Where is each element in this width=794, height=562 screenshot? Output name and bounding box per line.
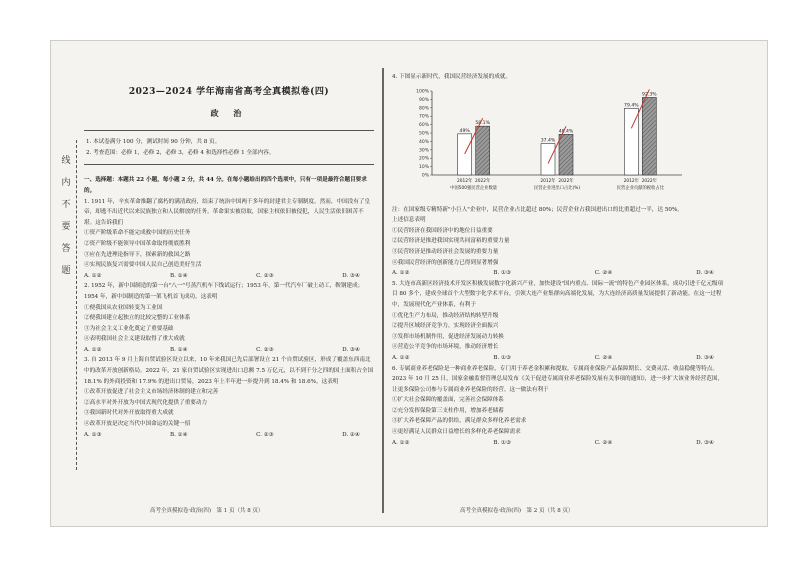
question-item: ③应在先进理论指导下，探索新的救国之路 <box>84 251 191 258</box>
option: A. ①② <box>84 272 102 279</box>
binding-line <box>76 140 77 470</box>
question-item: ②便我国建立起独立的比较完整的工业体系 <box>84 315 191 322</box>
option: D. ③④ <box>696 354 714 361</box>
y-tick-label: 30% <box>418 147 429 153</box>
y-tick-label: 80% <box>418 105 429 111</box>
bar <box>559 134 573 175</box>
question-item: ④更好满足人民群众日益增长的多样化养老保障需求 <box>392 429 521 436</box>
bar <box>541 143 555 174</box>
answer-options <box>392 353 728 364</box>
option: D. ②④ <box>342 431 360 438</box>
binding-gutter <box>60 150 72 282</box>
data-label: 37.4% <box>540 138 556 144</box>
option: B. ①④ <box>170 431 188 438</box>
option: C. ②④ <box>594 270 613 277</box>
category-label: 2012年 <box>457 178 473 184</box>
option: A. ①② <box>84 346 102 353</box>
y-tick-label: 0% <box>421 173 429 179</box>
category-label: 2022年 <box>641 178 657 184</box>
option: B. ①④ <box>170 346 188 353</box>
option: A. ①② <box>392 270 410 277</box>
question-stem: 4. 下图显示新时代，我国民营经济发展的成就。 <box>392 74 511 80</box>
notice-line: 1. 本试卷满分 100 分，测试时间 90 分钟，共 8 页。 <box>86 139 221 146</box>
option: B. ①③ <box>493 439 512 446</box>
data-label: 58.1% <box>475 120 490 126</box>
data-label: 92.3% <box>642 92 657 98</box>
data-label: 48.4% <box>558 128 574 134</box>
group-label: 民营企业贡献的税收占比 <box>616 185 664 191</box>
group-label: 中国500强民营企业数量 <box>450 185 498 191</box>
gutter-char: 题 <box>61 266 71 276</box>
data-label: 79.4% <box>624 102 639 108</box>
question-stem: 3. 自 2013 年 9 月上海自贸试验区设立以来，10 年来我国已先后部署设立 21 个自贸试验区，形成了覆盖东西南北中的改革开放创新格局。2022 年，21 家自贸试验区实现进出口总额 7.5 万亿元，以不到千分之四的国土面积占全国 18.1% 的外商投资和 17.9% 的进出口贸易，2023 年上半年进一步提升到 18.4% 和 18.6%。这表明 <box>84 357 374 385</box>
question-item: ①扩大社会保障的覆盖面，完善社会保障体系 <box>392 397 504 404</box>
option: D. ③④ <box>342 346 360 353</box>
answer-options <box>84 271 374 282</box>
left-page <box>84 84 374 440</box>
gutter-char: 答 <box>61 244 71 254</box>
page-divider <box>382 68 384 513</box>
category-label: 2022年 <box>558 178 574 184</box>
bar <box>458 133 472 174</box>
y-tick-label: 50% <box>418 131 429 137</box>
question-item: ②民营经济是推进我国实现共同富裕的重要力量 <box>392 238 510 245</box>
question-stem: 5. 大连市高新区经济技术开发区积极发展数字化新兴产业，加快建设"国内重点、国际一流"的特色产业园区体系，成功引进千亿元级项目 80 多个，建成全球首个大型数字化学术平台，引领大连产业集群向高端化发展，为大连经济高质量发展提供了新动能。在这一过程中，发展现代化产业体系，有利于 <box>392 280 724 308</box>
chart-canvas <box>402 85 692 203</box>
right-page <box>392 72 728 448</box>
question-item: ③民营经济是推动经济社会发展的重要力量 <box>392 248 499 255</box>
answer-options <box>84 345 374 356</box>
gutter-char: 不 <box>61 200 71 210</box>
question-1 <box>84 197 374 282</box>
question-item: ②高水平对外开放为中国式现代化提供了重要动力 <box>84 399 208 406</box>
question-stem: 2. 1952 年，新中国制造的第一台"八一"号蒸汽机车下线试运行；1953 年，第一代汽车厂破土动工，鞍钢建成；1954 年，新中国制造的第一架飞机首飞成功。这表明 <box>84 283 364 300</box>
subject-title: 政 治 <box>210 107 248 118</box>
category-label: 2022年 <box>475 178 491 184</box>
question-item: ③扩大养老保障产品的供给，满足群众多样化养老需求 <box>392 418 527 425</box>
group-label: 民营企业进出口占比(%) <box>533 185 581 191</box>
bar-chart <box>402 85 692 203</box>
option: C. ②③ <box>256 272 274 279</box>
option: C. ②③ <box>256 346 274 353</box>
question-item: ④营造公平竞争的市场环境，推动经济增长 <box>392 344 499 351</box>
question-item: ③发挥市场机制作用，促进经济发展动力转换 <box>392 333 504 340</box>
y-tick-label: 10% <box>418 164 429 170</box>
gutter-char: 内 <box>61 178 71 188</box>
option: B. ①③ <box>493 270 512 277</box>
y-tick-label: 20% <box>418 156 429 162</box>
option: A. ①③ <box>84 431 102 438</box>
y-tick-label: 90% <box>418 97 429 103</box>
question-item: ④实现民族复兴需要中国人民自己创造美好生活 <box>84 262 202 269</box>
y-tick-label: 40% <box>418 139 429 145</box>
gutter-char: 要 <box>61 222 71 232</box>
question-stem: 6. 专属商业养老保险是一种商业养老保险，专门用于养老金积累和提取。专属商业保险产品保障期长、交费灵活、收益稳健等特点。2023 年 10 月 25 日，国家金融监督管理总局发布《关于促进专属商业养老保险发展有关事项的通知》，进一步扩大该业务经营范围，让更多保险公司参与专属商业养老保险的经营。这一做法有利于 <box>392 365 724 393</box>
bar <box>642 97 656 175</box>
question-3 <box>84 355 374 440</box>
data-label: 49% <box>459 128 470 134</box>
y-tick-label: 100% <box>416 89 429 95</box>
question-item: ④我国民营经济的创新能力已得到显著增强 <box>392 259 499 266</box>
question-item: ②提升区域经济竞争力，实现经济全面振兴 <box>392 323 499 330</box>
option: C. ②④ <box>594 439 613 446</box>
answer-options <box>84 430 374 441</box>
option: A. ①② <box>392 354 410 361</box>
question-item: ①民营经济在我国经济中的地位日益重要 <box>392 227 493 234</box>
question-lead: 上述信息表明 <box>392 217 426 224</box>
question-item: ④改革开放是决定当代中国命运的关键一招 <box>84 421 191 428</box>
question-stem: 1. 1911 年，辛亥革命推翻了腐朽的满清政府，结束了统治中国两千多年的封建君主专制制度。然而，中国没有了皇帝，却逃不出近代以来民族独立和人民解放的任务。革命果实被窃取，国家主权依旧被侵犯，人民生活依旧困苦不堪。这告诉我们 <box>84 198 371 226</box>
bar <box>476 126 490 175</box>
question-item: ②资产阶级不能领导中国革命取得彻底胜利 <box>84 240 191 247</box>
left-footer: 高考全真模拟卷·政治(四) 第 1 页（共 8 页） <box>150 508 264 514</box>
right-footer: 高考全真模拟卷·政治(四) 第 2 页（共 8 页） <box>460 508 574 514</box>
option: D. ③④ <box>696 439 714 446</box>
question-item: ②充分发挥保险第三支柱作用，增加养老储蓄 <box>392 407 504 414</box>
question-item: ①优化生产力布局，推动经济结构转型升级 <box>392 312 499 319</box>
notice-box <box>84 130 374 165</box>
notice-line: 2. 考查范围：必修 1，必修 2，必修 3，必修 4 和选择性必修 1 全部内容。 <box>86 149 275 156</box>
question-item: ③为社会主义工业化奠定了重要基础 <box>84 325 174 332</box>
gutter-char: 线 <box>61 156 71 166</box>
question-item: ①资产阶级革命不能完成救中国的历史任务 <box>84 230 191 237</box>
option: A. ①② <box>392 439 410 446</box>
section-heading: 一、选择题：本题共 22 小题，每小题 2 分，共 44 分。在每小题给出的四个选项中，只有一项是最符合题目要求的。 <box>84 177 367 194</box>
question-item: ①改革开放促进了社会主义市场经济体制的建立和完善 <box>84 389 219 396</box>
option: B. ①③ <box>493 354 512 361</box>
chart-note: 注：在国家级专精特新"小巨人"企业中，民营企业占比超过 80%；民营企业占我国进出口的比重超过一半，达 50%。 <box>392 206 683 213</box>
option: C. ②③ <box>256 431 274 438</box>
question-item: ①便我国从农业国转变为工业国 <box>84 304 163 311</box>
y-tick-label: 70% <box>418 114 429 120</box>
answer-options <box>392 438 728 449</box>
question-item: ③我国新时代对外开放取得重大成就 <box>84 410 174 417</box>
question-2 <box>84 281 374 355</box>
answer-options <box>392 268 728 279</box>
category-label: 2012年 <box>623 178 639 184</box>
category-label: 2012年 <box>540 178 556 184</box>
option: D. ③④ <box>696 270 714 277</box>
question-item: ④表明我国社会主义建设取得了重大成就 <box>84 336 185 343</box>
option: B. ①④ <box>170 272 188 279</box>
option: C. ②④ <box>594 354 613 361</box>
y-tick-label: 60% <box>418 122 429 128</box>
option: D. ③④ <box>342 272 360 279</box>
exam-title: 2023—2024 学年海南省高考全真模拟卷(四) <box>128 87 330 97</box>
